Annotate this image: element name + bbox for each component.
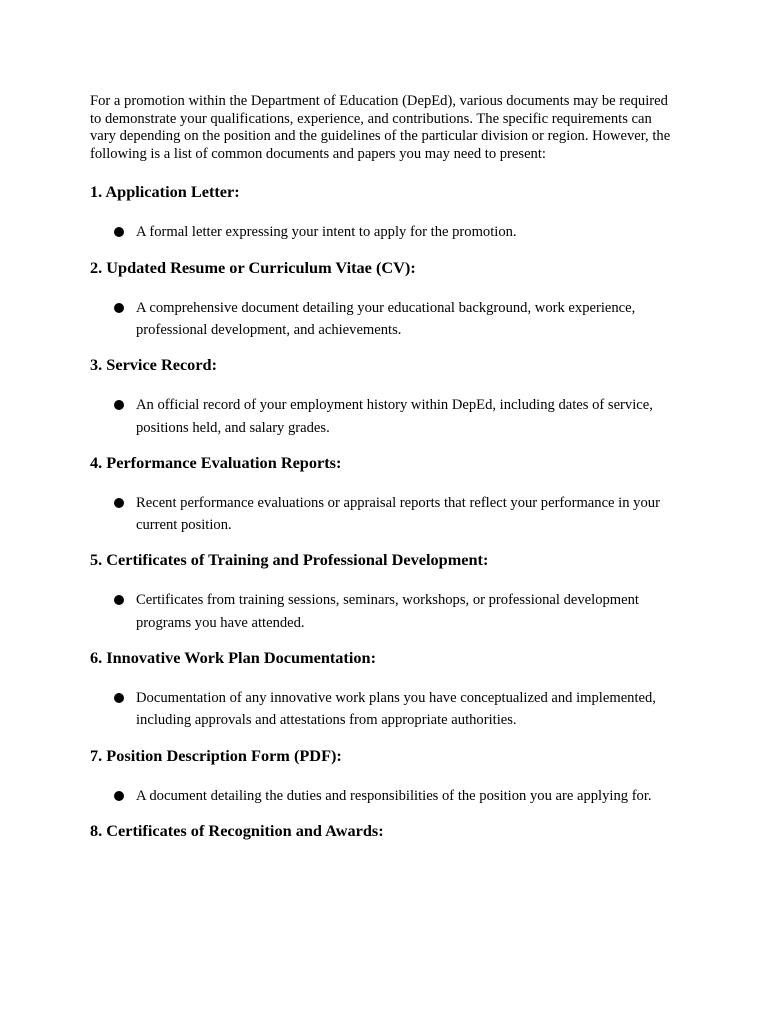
bullet-text: Certificates from training sessions, seminars, workshops, or professional development programs you have attended.: [136, 592, 639, 631]
bullet-list: [90, 687, 680, 732]
list-item: [90, 221, 680, 243]
bullet-text: A document detailing the duties and responsibilities of the position you are applying for.: [136, 787, 652, 804]
bullet-text: A formal letter expressing your intent to apply for the promotion.: [136, 224, 517, 241]
bullet-list: [90, 589, 680, 634]
bullet-text: A comprehensive document detailing your educational background, work experience, professional development, and achievements.: [136, 299, 636, 338]
section-heading-application-letter: 1. Application Letter:: [90, 182, 240, 202]
list-item: [90, 589, 680, 634]
section-heading-resume-cv: 2. Updated Resume or Curriculum Vitae (CV):: [90, 257, 416, 277]
bullet-icon: [114, 791, 124, 801]
section-heading-innovative-work-plan: 6. Innovative Work Plan Documentation:: [90, 648, 376, 668]
bullet-icon: [114, 227, 124, 237]
list-item: [90, 394, 680, 439]
bullet-list: [90, 297, 680, 342]
section-heading-training-certificates: 5. Certificates of Training and Professional Development:: [90, 550, 489, 570]
list-item: [90, 785, 680, 807]
section-heading-position-description: 7. Position Description Form (PDF):: [90, 745, 342, 765]
bullet-icon: [114, 498, 124, 508]
bullet-icon: [114, 595, 124, 605]
list-item: [90, 492, 680, 537]
intro-paragraph: For a promotion within the Department of Education (DepEd), various documents may be required to demonstrate your qualifications, experience, and contributions. The specific requirements can vary depending on the position and the guidelines of the particular division or region. However, the following is a list of common documents and papers you may need to present:: [90, 93, 671, 162]
list-item: [90, 297, 680, 342]
bullet-icon: [114, 303, 124, 313]
bullet-list: [90, 394, 680, 439]
bullet-list: [90, 221, 680, 243]
bullet-text: An official record of your employment history within DepEd, including dates of service, positions held, and salary grades.: [136, 397, 653, 436]
section-heading-recognition-awards: 8. Certificates of Recognition and Awards:: [90, 820, 384, 840]
list-item: [90, 687, 680, 732]
document-page: [90, 93, 680, 841]
bullet-text: Recent performance evaluations or appraisal reports that reflect your performance in your current position.: [136, 494, 660, 534]
bullet-icon: [114, 400, 124, 410]
bullet-list: [90, 492, 680, 537]
bullet-icon: [114, 693, 124, 703]
section-heading-performance-evaluation: 4. Performance Evaluation Reports:: [90, 452, 342, 472]
section-heading-service-record: 3. Service Record:: [90, 355, 218, 375]
bullet-list: [90, 785, 680, 807]
bullet-text: Documentation of any innovative work plans you have conceptualized and implemented, including approvals and attestations from appropriate authorities.: [136, 690, 656, 729]
